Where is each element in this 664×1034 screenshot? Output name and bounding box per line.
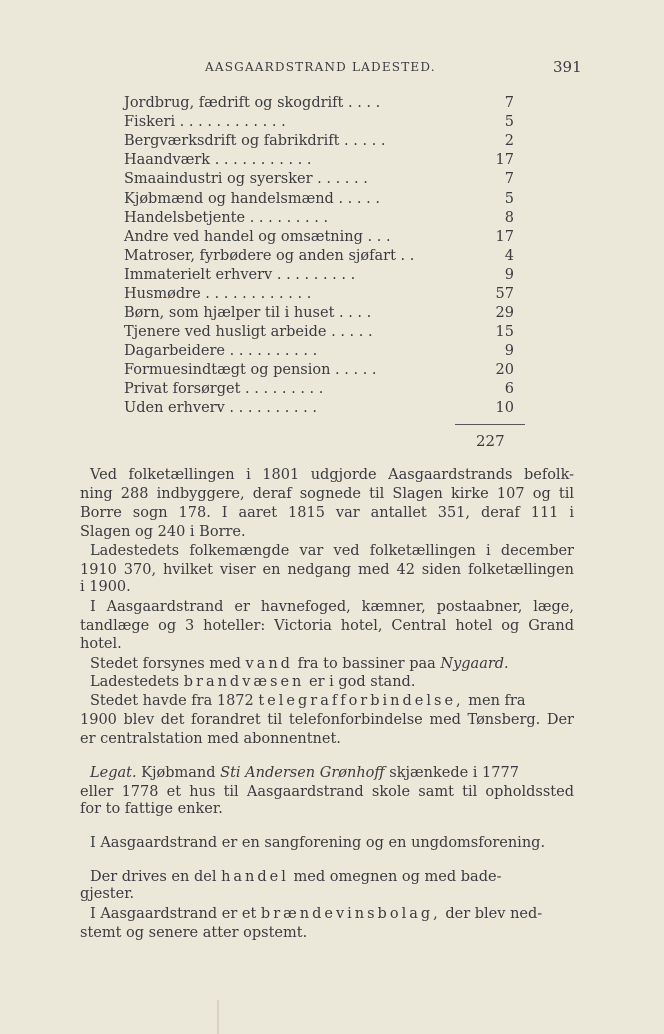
paragraph-6-line: er centralstation med abonnentnet. (80, 731, 341, 747)
paragraph-7-line: for to fattige enker. (80, 801, 223, 817)
table-row (124, 247, 514, 265)
text-run: men fra (463, 693, 526, 709)
occupation-label: Matroser, fyrbødere og anden sjøfart . . (124, 248, 415, 264)
occupation-count: 5 (504, 191, 514, 207)
table-row (124, 113, 514, 131)
occupation-label: Haandværk . . . . . . . . . . . (124, 152, 312, 168)
occupation-label: Kjøbmænd og handelsmænd . . . . . (124, 191, 380, 207)
occupation-count: 29 (495, 305, 514, 321)
occupation-count: 7 (504, 95, 514, 111)
occupation-count: 10 (495, 400, 514, 416)
paragraph-4-line (90, 655, 574, 673)
paragraph-2-line: i 1900. (80, 579, 131, 595)
occupation-count: 2 (504, 133, 514, 149)
table-row (124, 94, 514, 112)
text-run: er i god stand. (304, 674, 416, 690)
text-run: med omegnen og med bade- (288, 869, 502, 885)
occupation-label: Bergværksdrift og fabrikdrift . . . . . (124, 133, 386, 149)
occupation-label: Smaaindustri og syersker . . . . . . (124, 171, 368, 187)
total-rule (455, 424, 525, 425)
place-name: Nygaard. (440, 656, 509, 672)
text-run: Kjøbmand (136, 765, 221, 781)
occupation-count: 9 (504, 267, 514, 283)
occupation-count: 9 (504, 343, 514, 359)
paragraph-1-line: Borre sogn 178. I aaret 1815 var antallet 351, deraf 111 i (80, 505, 574, 521)
table-row (124, 323, 514, 341)
table-total: 227 (476, 432, 505, 450)
paragraph-8-line: I Aasgaardstrand er en sangforening og en ungdomsforening. (90, 835, 546, 851)
occupation-label: Husmødre . . . . . . . . . . . . (124, 286, 312, 302)
occupation-label: Handelsbetjente . . . . . . . . . (124, 210, 329, 226)
occupation-count: 17 (495, 152, 514, 168)
paragraph-9-line: gjester. (80, 886, 135, 902)
emphasis-text: brændevinsbolag, (260, 906, 441, 922)
emphasis-text: brandvæsen (183, 674, 305, 690)
occupation-count: 15 (495, 324, 514, 340)
occupation-label: Immaterielt erhverv . . . . . . . . . (124, 267, 356, 283)
paragraph-2-line: Ladestedets folkemængde var ved folketællingen i december (90, 543, 574, 559)
paragraph-1-line: Slagen og 240 i Borre. (80, 524, 246, 540)
text-run: skjænkede i 1777 (384, 765, 519, 781)
text-run: fra to bassiner paa (292, 656, 441, 672)
occupation-count: 17 (495, 229, 514, 245)
text-run: Ladestedets (90, 674, 184, 690)
paragraph-5-line (90, 673, 574, 691)
occupation-label: Tjenere ved husligt arbeide . . . . . (124, 324, 373, 340)
emphasis-text: telegrafforbindelse, (258, 693, 464, 709)
table-row (124, 361, 514, 379)
occupation-label: Fiskeri . . . . . . . . . . . . (124, 114, 286, 130)
page-number: 391 (553, 58, 582, 76)
paragraph-10-line: stemt og senere atter opstemt. (80, 925, 308, 941)
paragraph-2-line: 1910 370, hvilket viser en nedgang med 42 siden folketællingen (80, 562, 574, 578)
text-run: Stedet havde fra 1872 (90, 693, 259, 709)
page-crease (217, 1000, 219, 1034)
paragraph-3-line: tandlæge og 3 hoteller: Victoria hotel, Central hotel og Grand (80, 618, 574, 634)
table-row (124, 209, 514, 227)
paragraph-6-line: 1900 blev det forandret til telefonforbindelse med Tønsberg. Der (80, 712, 574, 728)
table-row (124, 399, 514, 417)
table-row (124, 342, 514, 360)
occupation-label: Formuesindtægt og pension . . . . . (124, 362, 377, 378)
text-run: I Aasgaardstrand er et (90, 906, 261, 922)
paragraph-1-line: ning 288 indbyggere, deraf sognede til Slagen kirke 107 og til (80, 486, 574, 502)
emphasis-text: handel (221, 869, 289, 885)
table-row (124, 132, 514, 150)
table-row (124, 380, 514, 398)
paragraph-7-line (90, 764, 574, 782)
occupation-count: 7 (504, 171, 514, 187)
person-name: Sti Andersen Grønhoff (220, 765, 385, 781)
running-header-title: AASGAARDSTRAND LADESTED. (205, 60, 436, 74)
table-row (124, 170, 514, 188)
table-row (124, 151, 514, 169)
occupation-label: Børn, som hjælper til i huset . . . . (124, 305, 372, 321)
occupation-label: Privat forsørget . . . . . . . . . (124, 381, 324, 397)
occupation-label: Andre ved handel og omsætning . . . (124, 229, 391, 245)
paragraph-1-line: Ved folketællingen i 1801 udgjorde Aasgaardstrands befolk- (90, 467, 574, 483)
occupation-label: Uden erhverv . . . . . . . . . . (124, 400, 317, 416)
emphasis-text: vand (245, 656, 293, 672)
paragraph-3-line: I Aasgaardstrand er havnefoged, kæmner, postaabner, læge, (90, 599, 574, 615)
table-row (124, 304, 514, 322)
paragraph-3-line: hotel. (80, 636, 122, 652)
paragraph-10-line (90, 905, 574, 923)
occupation-count: 5 (504, 114, 514, 130)
occupation-label: Dagarbeidere . . . . . . . . . . (124, 343, 318, 359)
table-row (124, 285, 514, 303)
text-run: Stedet forsynes med (90, 656, 246, 672)
table-row (124, 228, 514, 246)
text-run: der blev ned- (440, 906, 543, 922)
paragraph-9-line (90, 868, 574, 886)
occupation-count: 57 (495, 286, 514, 302)
occupation-count: 4 (504, 248, 514, 264)
occupation-count: 20 (495, 362, 514, 378)
paragraph-7-line: eller 1778 et hus til Aasgaardstrand skole samt til opholdssted (80, 784, 574, 800)
table-row (124, 190, 514, 208)
text-run: Der drives en del (90, 869, 222, 885)
occupation-count: 6 (504, 381, 514, 397)
occupation-label: Jordbrug, fædrift og skogdrift . . . . (124, 95, 381, 111)
paragraph-6-line (90, 692, 574, 710)
occupation-count: 8 (504, 210, 514, 226)
section-label: Legat. (90, 765, 137, 781)
table-row (124, 266, 514, 284)
